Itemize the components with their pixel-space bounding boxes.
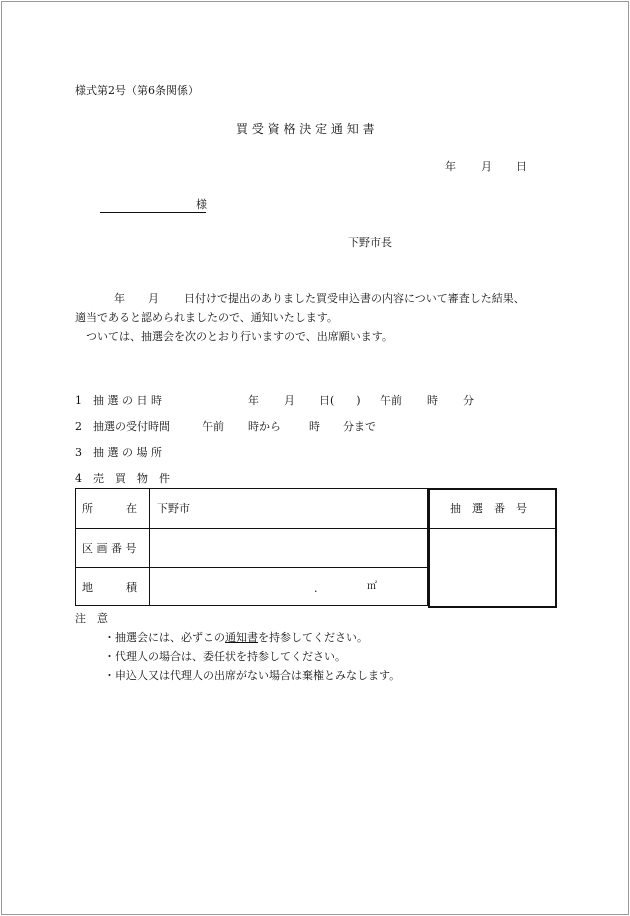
item1-ampm: 午前 bbox=[380, 394, 402, 407]
item2-to: 分まで bbox=[343, 420, 376, 433]
area-decimal-point: . bbox=[314, 582, 318, 595]
table-row-divider bbox=[76, 567, 427, 568]
date-day: 日 bbox=[516, 160, 527, 173]
document-title: 買 受 資 格 決 定 通 知 書 bbox=[236, 122, 375, 136]
table-row-divider bbox=[76, 528, 427, 529]
lottery-number-header: 抽 選 番 号 bbox=[450, 502, 527, 515]
recipient-name-line bbox=[100, 212, 206, 213]
note-1-suffix: を持参してください。 bbox=[258, 631, 368, 644]
item1-label: 1 抽 選 の 日 時 bbox=[75, 394, 162, 407]
lottery-number-box bbox=[428, 488, 557, 608]
area-label: 地 積 bbox=[82, 581, 137, 594]
item1-year: 年 bbox=[248, 394, 259, 407]
form-id: 様式第2号（第6条関係） bbox=[75, 84, 199, 97]
body-year: 年 bbox=[114, 292, 125, 305]
body-line3: ついては、抽選会を次のとおり行いますので、出席願います。 bbox=[86, 330, 393, 343]
notes-heading: 注 意 bbox=[75, 612, 108, 625]
note-1 bbox=[104, 631, 368, 645]
lot-number-label: 区 画 番 号 bbox=[82, 542, 137, 555]
item1-minute: 分 bbox=[463, 394, 474, 407]
item1-month: 月 bbox=[284, 394, 295, 407]
location-value: 下野市 bbox=[157, 502, 190, 515]
item2-from: 時から bbox=[248, 420, 281, 433]
location-label: 所 在 bbox=[82, 502, 137, 515]
item2-hour: 時 bbox=[309, 420, 320, 433]
item3-label: 3 抽 選 の 場 所 bbox=[75, 446, 162, 459]
body-line1: 日付けで提出のありました買受申込書の内容について審査した結果、 bbox=[184, 292, 525, 305]
item4-label: 4 売 買 物 件 bbox=[75, 472, 170, 485]
table-column-divider bbox=[149, 489, 150, 605]
note-1-prefix: ・抽選会には、必ずこの bbox=[104, 631, 225, 644]
body-month: 月 bbox=[148, 292, 159, 305]
lottery-number-divider bbox=[430, 528, 555, 529]
area-unit: ㎡ bbox=[367, 581, 377, 592]
body-line2: 適当であると認められましたので、通知いたします。 bbox=[75, 311, 338, 324]
item1-day: 日( ) bbox=[319, 394, 361, 407]
note-2: ・代理人の場合は、委任状を持参してください。 bbox=[104, 650, 346, 663]
issuer: 下野市長 bbox=[348, 236, 392, 249]
date-month: 月 bbox=[481, 160, 492, 173]
recipient-suffix: 様 bbox=[196, 198, 207, 211]
item1-hour: 時 bbox=[427, 394, 438, 407]
note-3: ・申込人又は代理人の出席がない場合は棄権とみなします。 bbox=[104, 669, 401, 682]
item2-ampm: 午前 bbox=[202, 420, 224, 433]
property-table bbox=[75, 488, 428, 606]
note-1-underlined: 通知書 bbox=[225, 631, 258, 644]
item2-label: 2 抽選の受付時間 bbox=[75, 420, 170, 433]
date-year: 年 bbox=[445, 160, 456, 173]
